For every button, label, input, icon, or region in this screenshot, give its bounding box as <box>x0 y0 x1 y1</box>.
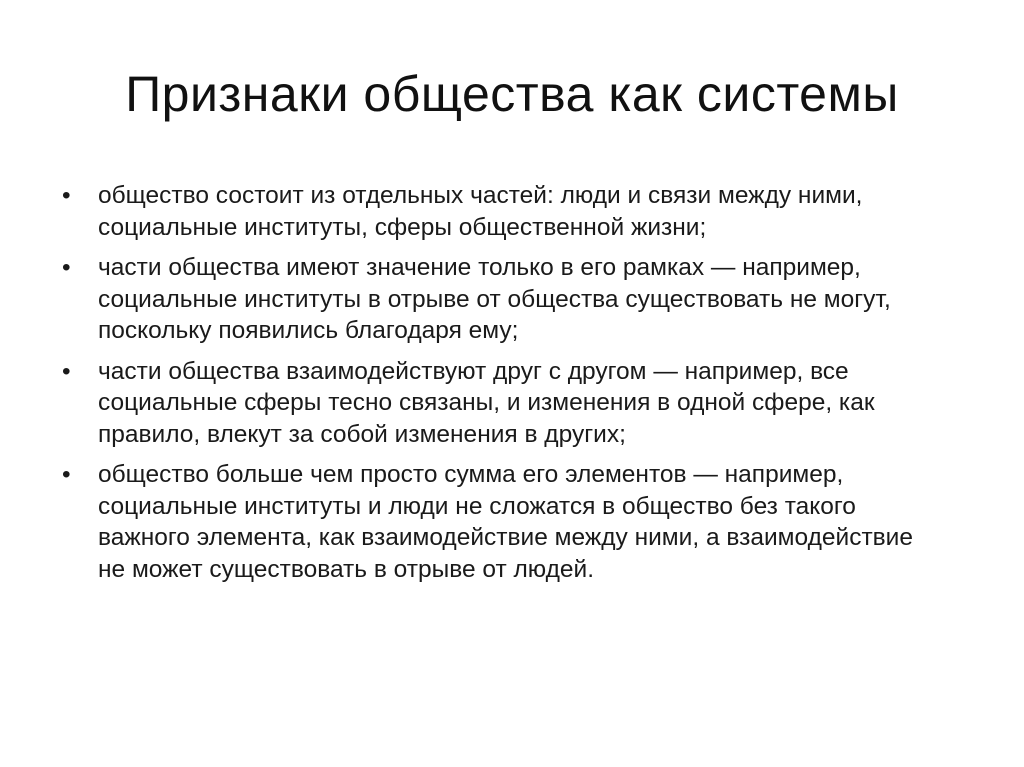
bullet-item <box>62 252 942 347</box>
bullet-marker: • <box>62 461 71 488</box>
bullet-marker: • <box>62 357 71 385</box>
bullet-marker: • <box>62 182 71 209</box>
bullet-text: общество больше чем просто сумма его элементов — например, социальные институты и люди не сложатся в общество без такого важного элемента, как взаимодействие между ними, а взаимодействие не может существовать в отрыве от людей. <box>98 461 913 583</box>
bullet-item <box>62 459 942 585</box>
bullet-text: части общества взаимодействуют друг с другом — например, все социальные сферы тесно связаны, и изменения в одной сфере, как правило, влекут за собой изменения в других; <box>98 357 875 448</box>
bullet-text: общество состоит из отдельных частей: люди и связи между ними, социальные институты, сферы общественной жизни; <box>98 182 863 241</box>
slide-title: Признаки общества как системы <box>125 66 899 122</box>
bullet-item <box>62 180 942 243</box>
bullet-marker: • <box>62 254 71 281</box>
bullet-list <box>62 180 942 594</box>
bullet-item <box>62 356 942 451</box>
bullet-text: части общества имеют значение только в его рамках — например, социальные институты в отрыве от общества существовать не могут, поскольку появились благодаря ему; <box>98 254 891 344</box>
